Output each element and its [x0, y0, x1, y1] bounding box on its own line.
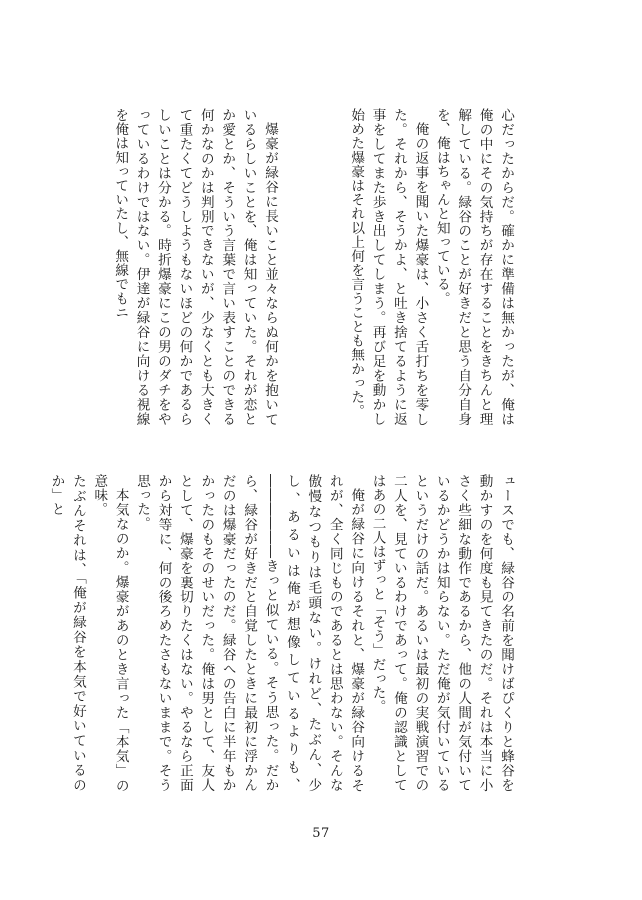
paragraph: たぶんそれは、「俺が緑谷を本気で好いているのか」と: [48, 474, 86, 792]
paragraph: ュースでも、緑谷の名前を聞けばぴくりと蜂谷を動かすのを何度も見てきたのだ。それは本当に小さく些細な動作であるから、他の人間が気付いているかどうかは知らない。ただ俺が気付いているというだけの話だ。あるいは最初の実戦演習での二人を、見ているわけであって。俺の認識としてはあの二人はずっと「そう」だった。: [369, 474, 514, 792]
text-block-lower-left: [136, 474, 280, 792]
page-number: 57: [312, 826, 330, 841]
paragraph: 爆豪が緑谷に長いこと並々ならぬ何かを抱いているらしいことを、俺は知っていた。それが恋とか愛とか、そういう言葉で言い表すことのできる何かなのかは判別できないが、少なくとも大きくて重たくてどうしようもないほどの何かであるらしいことは分かる。時折爆豪にこの男のダチをやっているわけではない。伊達が緑谷に向ける視線を俺は知っていたし、無線でもニ: [112, 108, 278, 426]
paragraph: 俺が緑谷に向けるそれと、爆豪が緑谷向けるそれが、全く同じものであるとは思わない。そんな傲慢なつもりは毛頭ない。けれど、たぶん、少し、あるいは俺が想像しているよりも、――――――きっと似ている。そう思った。だから、緑谷が好きだと自覚したときに最初に浮かんだのは爆豪だったのだ。緑谷への告白に半年もかかったのもそのせいだった。俺は男として、友人として、爆豪を裏切りたくはない。やるなら正面から対等に、何の後ろめたさもないままで。そう思った。: [134, 474, 365, 792]
text-block-upper-right: [348, 108, 516, 426]
paragraph: 心だったからだ。確かに準備は無かったが、俺は俺の中にその気持ちが存在することをきちんと理解している。緑谷のことが好きだと思う自分自身を、俺はちゃんと知っている。: [433, 108, 514, 426]
text-block-lower-right: [48, 474, 516, 792]
text-block-upper-left: [112, 108, 280, 426]
paragraph: 本気なのか。爆豪があのとき言った「本気」の意味。: [91, 474, 129, 792]
paragraph: 俺の返事を聞いた爆豪は、小さく舌打ちを零した。それから、そうかよ、と吐き捨てるように返事をしてまた歩き出してしまう。再び足を動かし始めた爆豪はそれ以上何を言うことも無かった。: [348, 108, 429, 426]
